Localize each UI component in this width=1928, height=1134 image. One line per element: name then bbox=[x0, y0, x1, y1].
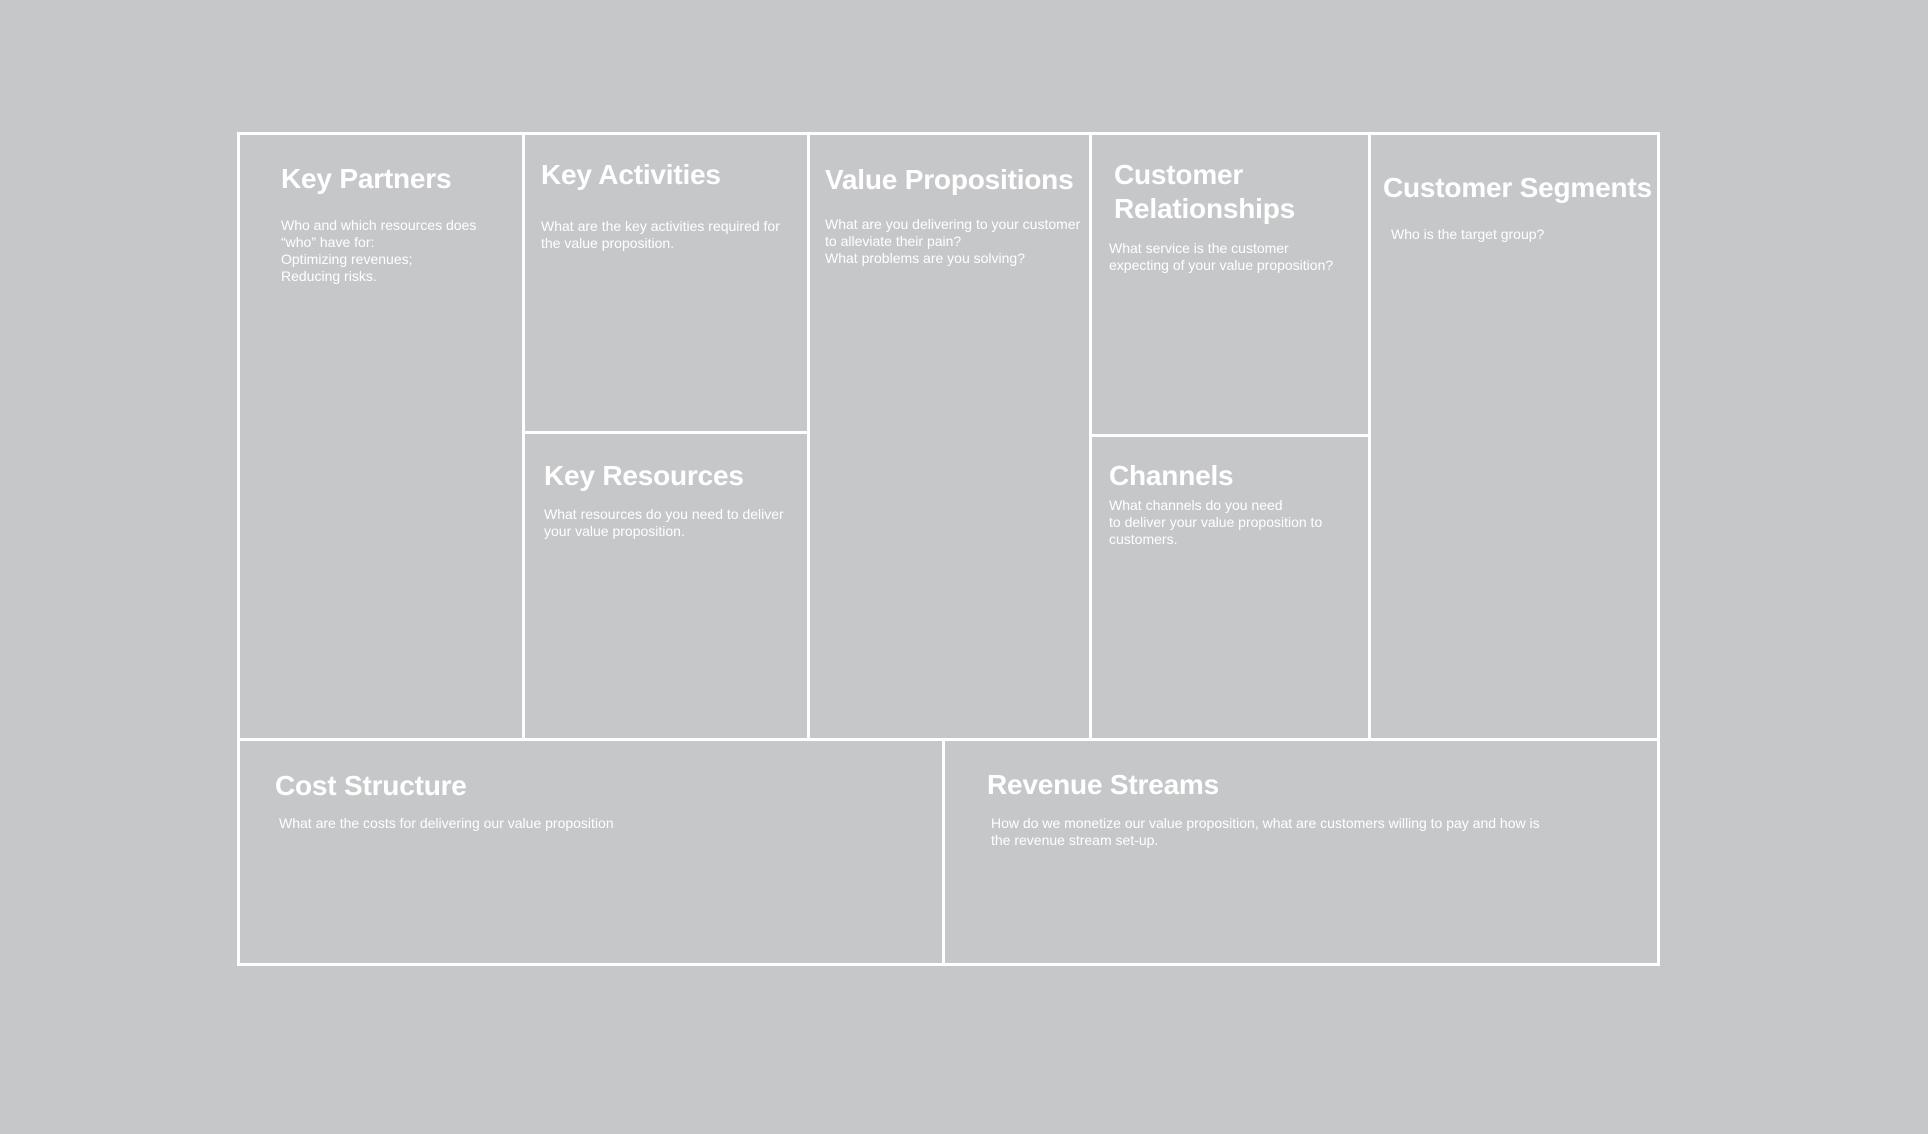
divider-key-activities-resources bbox=[525, 431, 807, 434]
key-activities-block bbox=[541, 158, 803, 252]
key-partners-title: Key Partners bbox=[281, 163, 452, 194]
channels-block bbox=[1109, 459, 1359, 548]
value-propositions-block bbox=[825, 163, 1087, 267]
divider-vertical-bottom bbox=[942, 741, 945, 963]
channels-description: What channels do you need to deliver your value proposition to customers. bbox=[1109, 497, 1323, 547]
key-partners-description: Who and which resources does “who” have for: Optimizing revenues; Reducing risks. bbox=[281, 217, 477, 284]
customer-relationships-block bbox=[1109, 158, 1364, 274]
value-propositions-description: What are you delivering to your customer to alleviate their pain? What problems are you solving? bbox=[825, 216, 1081, 266]
divider-vertical-2 bbox=[807, 135, 810, 738]
key-resources-description: What resources do you need to deliver your value proposition. bbox=[544, 506, 784, 539]
business-model-canvas bbox=[237, 132, 1660, 966]
revenue-streams-title: Revenue Streams bbox=[987, 769, 1220, 800]
customer-relationships-title: Customer Relationships bbox=[1114, 159, 1295, 224]
key-resources-title: Key Resources bbox=[544, 460, 744, 491]
cost-structure-title: Cost Structure bbox=[275, 770, 467, 801]
divider-horizontal-main bbox=[240, 738, 1657, 741]
customer-segments-description: Who is the target group? bbox=[1391, 226, 1545, 242]
customer-segments-title: Customer Segments bbox=[1383, 172, 1652, 203]
cost-structure-block bbox=[275, 769, 915, 832]
revenue-streams-block bbox=[987, 768, 1627, 849]
cost-structure-description: What are the costs for delivering our value proposition bbox=[279, 815, 614, 831]
value-propositions-title: Value Propositions bbox=[825, 164, 1074, 195]
key-resources-block bbox=[544, 459, 804, 540]
key-activities-title: Key Activities bbox=[541, 159, 721, 190]
revenue-streams-description: How do we monetize our value proposition, what are customers willing to pay and how is the revenue stream set-up. bbox=[991, 815, 1540, 848]
key-partners-block bbox=[281, 162, 511, 285]
key-activities-description: What are the key activities required for the value proposition. bbox=[541, 218, 780, 251]
customer-segments-block bbox=[1383, 171, 1653, 243]
customer-relationships-description: What service is the customer expecting of your value proposition? bbox=[1109, 240, 1334, 273]
divider-vertical-1 bbox=[522, 135, 525, 738]
channels-title: Channels bbox=[1109, 460, 1234, 491]
divider-relationships-channels bbox=[1092, 434, 1368, 437]
divider-vertical-4 bbox=[1368, 135, 1371, 738]
